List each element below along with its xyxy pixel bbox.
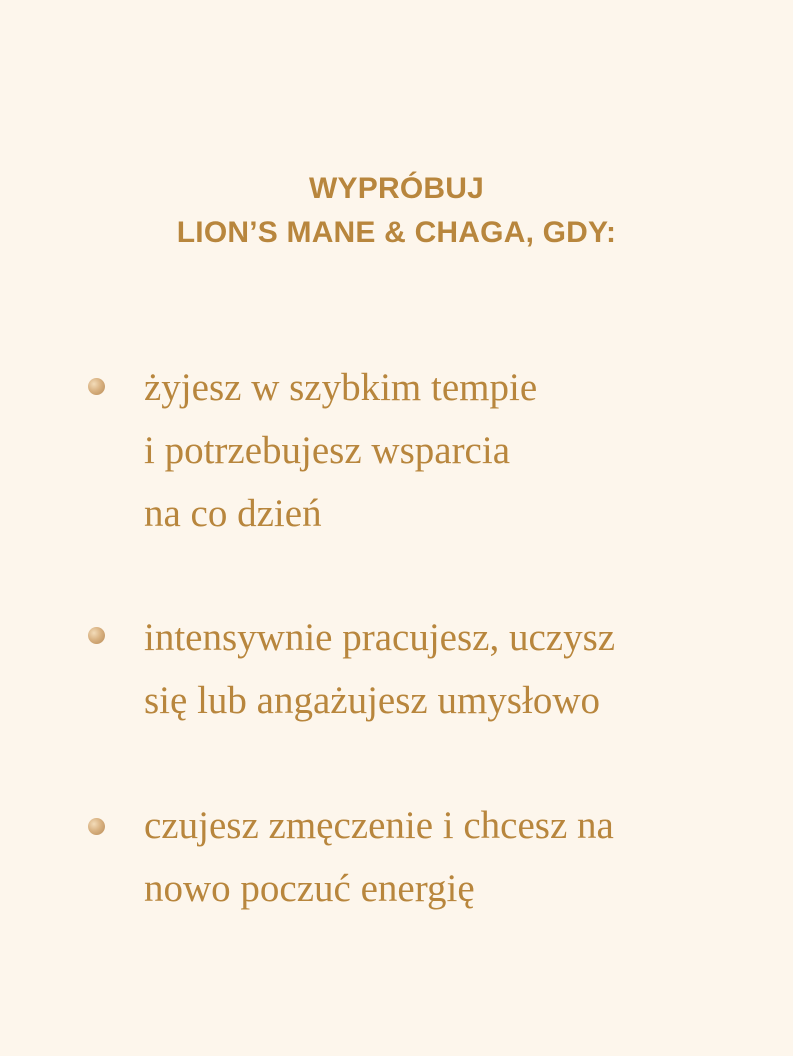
heading-line-1: WYPRÓBUJ	[309, 172, 484, 205]
circle-bullet-icon	[88, 627, 105, 644]
heading-line-2: LION’S MANE & CHAGA, GDY:	[176, 216, 617, 249]
list-item-text: czujesz zmęczenie i chcesz na nowo poczuć energię	[144, 804, 614, 910]
list-item-text: intensywnie pracujesz, uczysz się lub angażujesz umysłowo	[144, 616, 616, 722]
list-item-text: żyjesz w szybkim tempie i potrzebujesz wsparcia na co dzień	[144, 366, 538, 535]
circle-bullet-icon	[88, 378, 105, 395]
circle-bullet-icon	[88, 818, 105, 835]
